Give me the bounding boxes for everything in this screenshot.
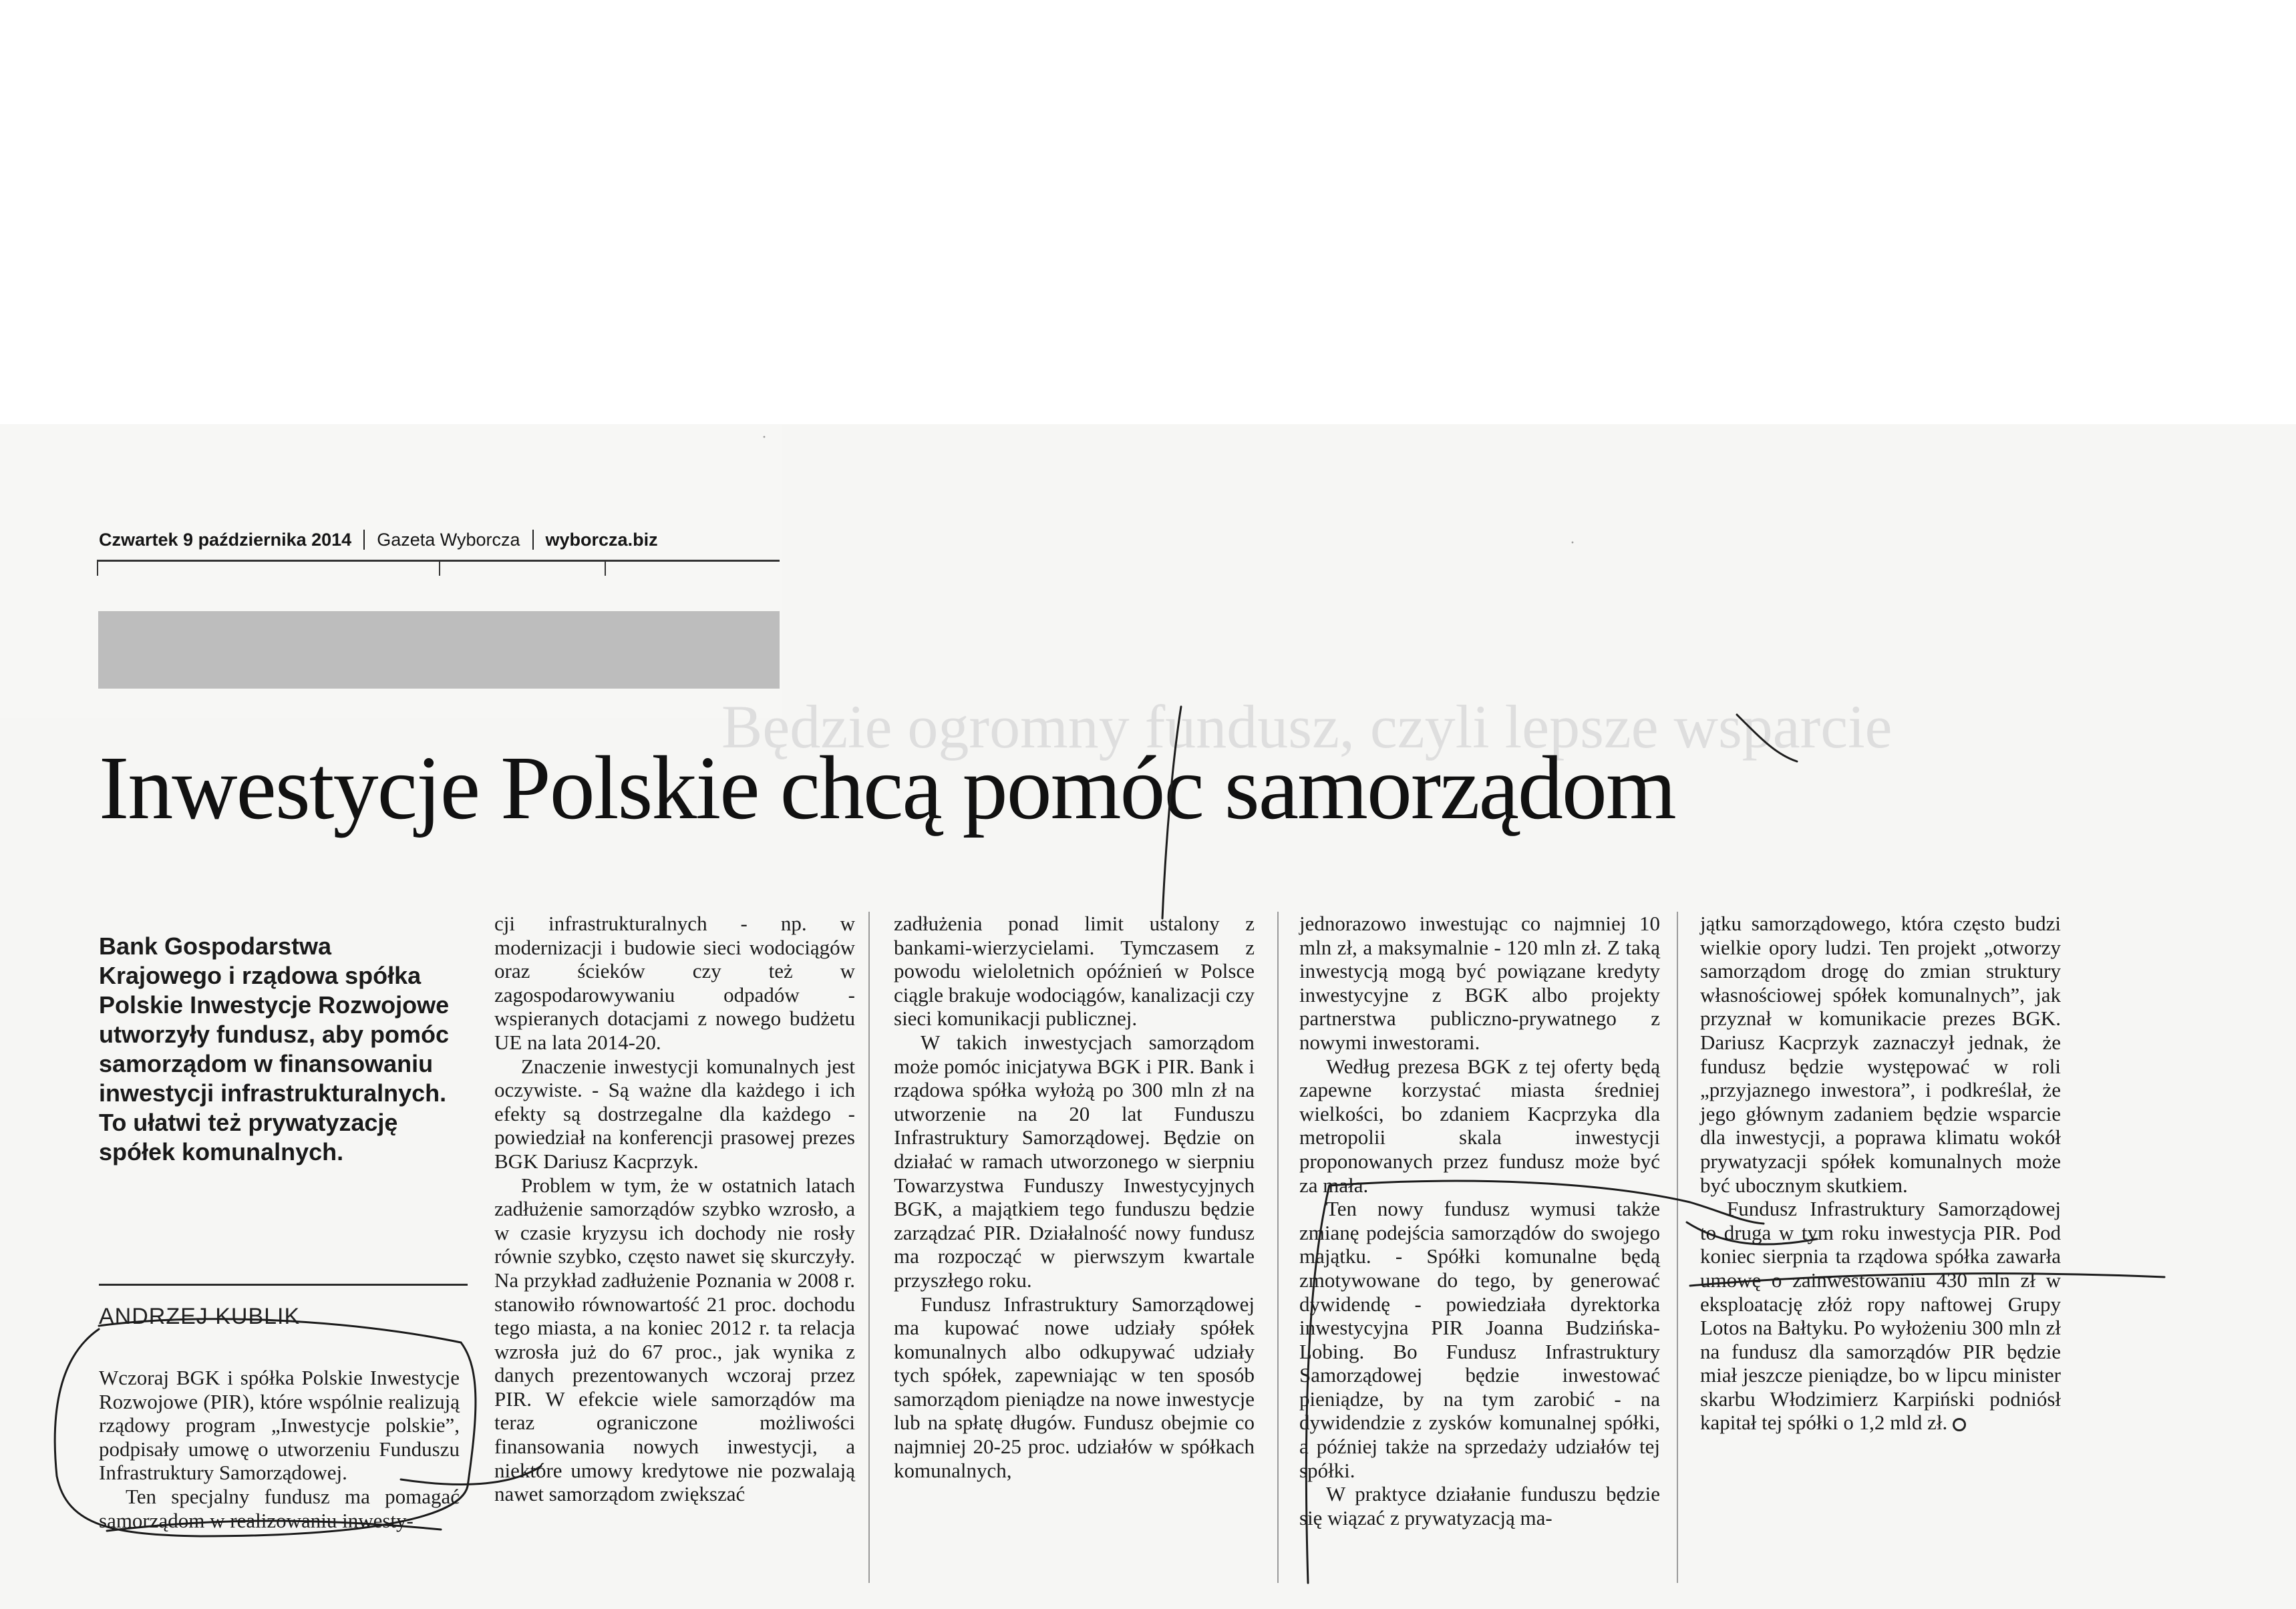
paragraph: Fundusz Infrastruktury Samorządowej ma kupować nowe udziały spółek komunalnych albo odkupywać udziały tych spółek, zapewniając w ten sposób samorządom pieniądze na nowe inwestycje lub na spłatę długów. Fundusz obejmie co najmniej 20-25 proc. udziałów w spółkach komunalnych, [894,1292,1255,1482]
article-headline: Inwestycje Polskie chcą pomóc samorządom [99,738,1675,838]
paragraph: Według prezesa BGK z tej oferty będą zapewne korzystać miasta średniej wielkości, bo zdaniem Kacprzyka dla metropolii skala inwestycji proponowanych przez fundusz może być za mała. [1299,1054,1660,1197]
paragraph: jednorazowo inwestując co najmniej 10 mln zł, a maksymalnie - 120 mln zł. Z taką inwestycją mogą być powiązane kredyty inwestycyjne z BGK albo projekty partnerstwa publiczno-prywatnego z nowymi inwestorami. [1299,912,1660,1054]
masthead-paper: Gazeta Wyborcza [377,529,520,550]
bleed-through-headline: Będzie ogromny fundusz, czyli lepsze wsparcie [721,693,1893,761]
paragraph: W takich inwestycjach samorządom może pomóc inicjatywa BGK i PIR. Bank i rządowa spółka wyłożą po 300 mln zł na utworzenie na 20 lat Funduszu Infrastruktury Samorządowej. Będzie on działać w ramach utworzonego w sierpniu Towarzystwa Funduszy Inwestycyjnych BGK, a majątkiem tego funduszu będzie zarządzać PIR. Działalność nowy fundusz ma rozpocząć w pierwszym kwartale przyszłego roku. [894,1030,1255,1292]
paragraph: Wczoraj BGK i spółka Polskie Inwestycje Rozwojowe (PIR), które wspólnie realizują rządowy program „Inwestycje polskie”, podpisały umowę o utworzeniu Funduszu Infrastruktury Samorządowej. [99,1366,460,1485]
rule-tick [97,560,98,576]
paragraph: W praktyce działanie funduszu będzie się wiązać z prywatyzacją ma- [1299,1482,1660,1530]
column-2 [494,912,855,1506]
column-rule [868,912,870,1583]
article-byline: ANDRZEJ KUBLIK [99,1304,301,1329]
masthead-date: Czwartek 9 października 2014 [99,529,352,550]
article-lead [99,932,460,1167]
paragraph: cji infrastrukturalnych - np. w modernizacji i budowie sieci wodociągów oraz ścieków czy też w zagospodarowywaniu odpadów - wspieranych dotacjami z nowego budżetu UE na lata 2014-20. [494,912,855,1054]
masthead-separator [532,530,534,550]
scan-speck: · [762,429,767,446]
paragraph [1700,1197,2061,1435]
masthead-rule [97,560,780,562]
paragraph: Problem w tym, że w ostatnich latach zadłużenie samorządów szybko wzrosło, a w czasie kryzysu ich dochody nie rosły równie szybko, często nawet się skurczyły. Na przykład zadłużenie Poznania w 2008 r. stanowiło równowartość 21 proc. dochodu tego miasta, a na koniec 2012 r. ta relacja wzrosła już do 67 proc., jak wynika z danych prezentowanych wczoraj przez PIR. W efekcie wiele samorządów ma teraz ograniczone możliwości finansowania nowych inwestycji, a niektóre umowy kredytowe nie pozwalają nawet samorządom zwiększać [494,1173,855,1506]
rule-tick [439,560,440,576]
paragraph: Znaczenie inwestycji komunalnych jest oczywiste. - Są ważne dla każdego i ich efekty są dostrzegalne dla każdego - powiedział na konferencji prasowej prezes BGK Dariusz Kacprzyk. [494,1054,855,1173]
section-banner [98,611,780,689]
column-rule [1677,912,1678,1583]
column-4 [1299,912,1660,1530]
column-1 [99,1366,460,1532]
rule-tick [605,560,606,576]
column-5 [1700,912,2061,1435]
article-end-icon [1953,1418,1966,1431]
byline-rule [99,1284,468,1286]
paragraph-text: Fundusz Infrastruktury Samorządowej to druga w tym roku inwestycja PIR. Pod koniec sierpnia ta rządowa spółka zawarła umowę o zainwestowaniu 430 mln zł w eksploatację złóż ropy naftowej Grupy Lotos na Bałtyku. Po wyłożeniu 300 mln zł na fundusz dla samorządów PIR będzie miał jeszcze pieniądze, bo w lipcu minister skarbu Włodzimierz Karpiński podniósł kapitał tej spółki o 1,2 mld zł. [1700,1197,2061,1435]
column-3 [894,912,1255,1482]
masthead-site: wyborcza.biz [545,529,658,550]
lead-text: Bank Gospodarstwa Krajowego i rządowa spółka Polskie Inwestycje Rozwojowe utworzyły fundusz, aby pomóc samorządom w finansowaniu inwestycji infrastrukturalnych. To ułatwi też prywatyzację spółek komunalnych. [99,932,450,1166]
paragraph: jątku samorządowego, która często budzi wielkie opory ludzi. Ten projekt „otworzy samorządom drogę do zmian struktury własnościowej spółek komunalnych”, jak przyznał w komunikacie prezes BGK. Dariusz Kacprzyk zaznaczył jednak, że fundusz będzie występować w roli „przyjaznego inwestora”, i podkreślał, że jego głównym zadaniem będzie wsparcie dla inwestycji, a poprawa klimatu wokół prywatyzacji spółek komunalnych może być ubocznym skutkiem. [1700,912,2061,1197]
masthead-separator [363,530,365,550]
scan-speck: · [1570,534,1575,552]
paragraph: Ten nowy fundusz wymusi także zmianę podejścia samorządów do swojego majątku. - Spółki komunalne będą zmotywowane do tego, by generować dywidendę - powiedziała dyrektorka inwestycyjna PIR Joanna Budzińska-Lobing. Bo Fundusz Infrastruktury Samorządowej będzie inwestować pieniądze, by na tym zarobić - na dywidendzie z zysków komunalnej spółki, a później także na sprzedaży udziałów tej spółki. [1299,1197,1660,1482]
paragraph: zadłużenia ponad limit ustalony z bankami-wierzycielami. Tymczasem z powodu wieloletnich opóźnień w Polsce ciągle brakuje wodociągów, kanalizacji czy sieci komunikacji publicznej. [894,912,1255,1031]
masthead [99,523,658,556]
paragraph: Ten specjalny fundusz ma pomagać samorządom w realizowaniu inwesty- [99,1484,460,1532]
column-rule [1277,912,1279,1583]
